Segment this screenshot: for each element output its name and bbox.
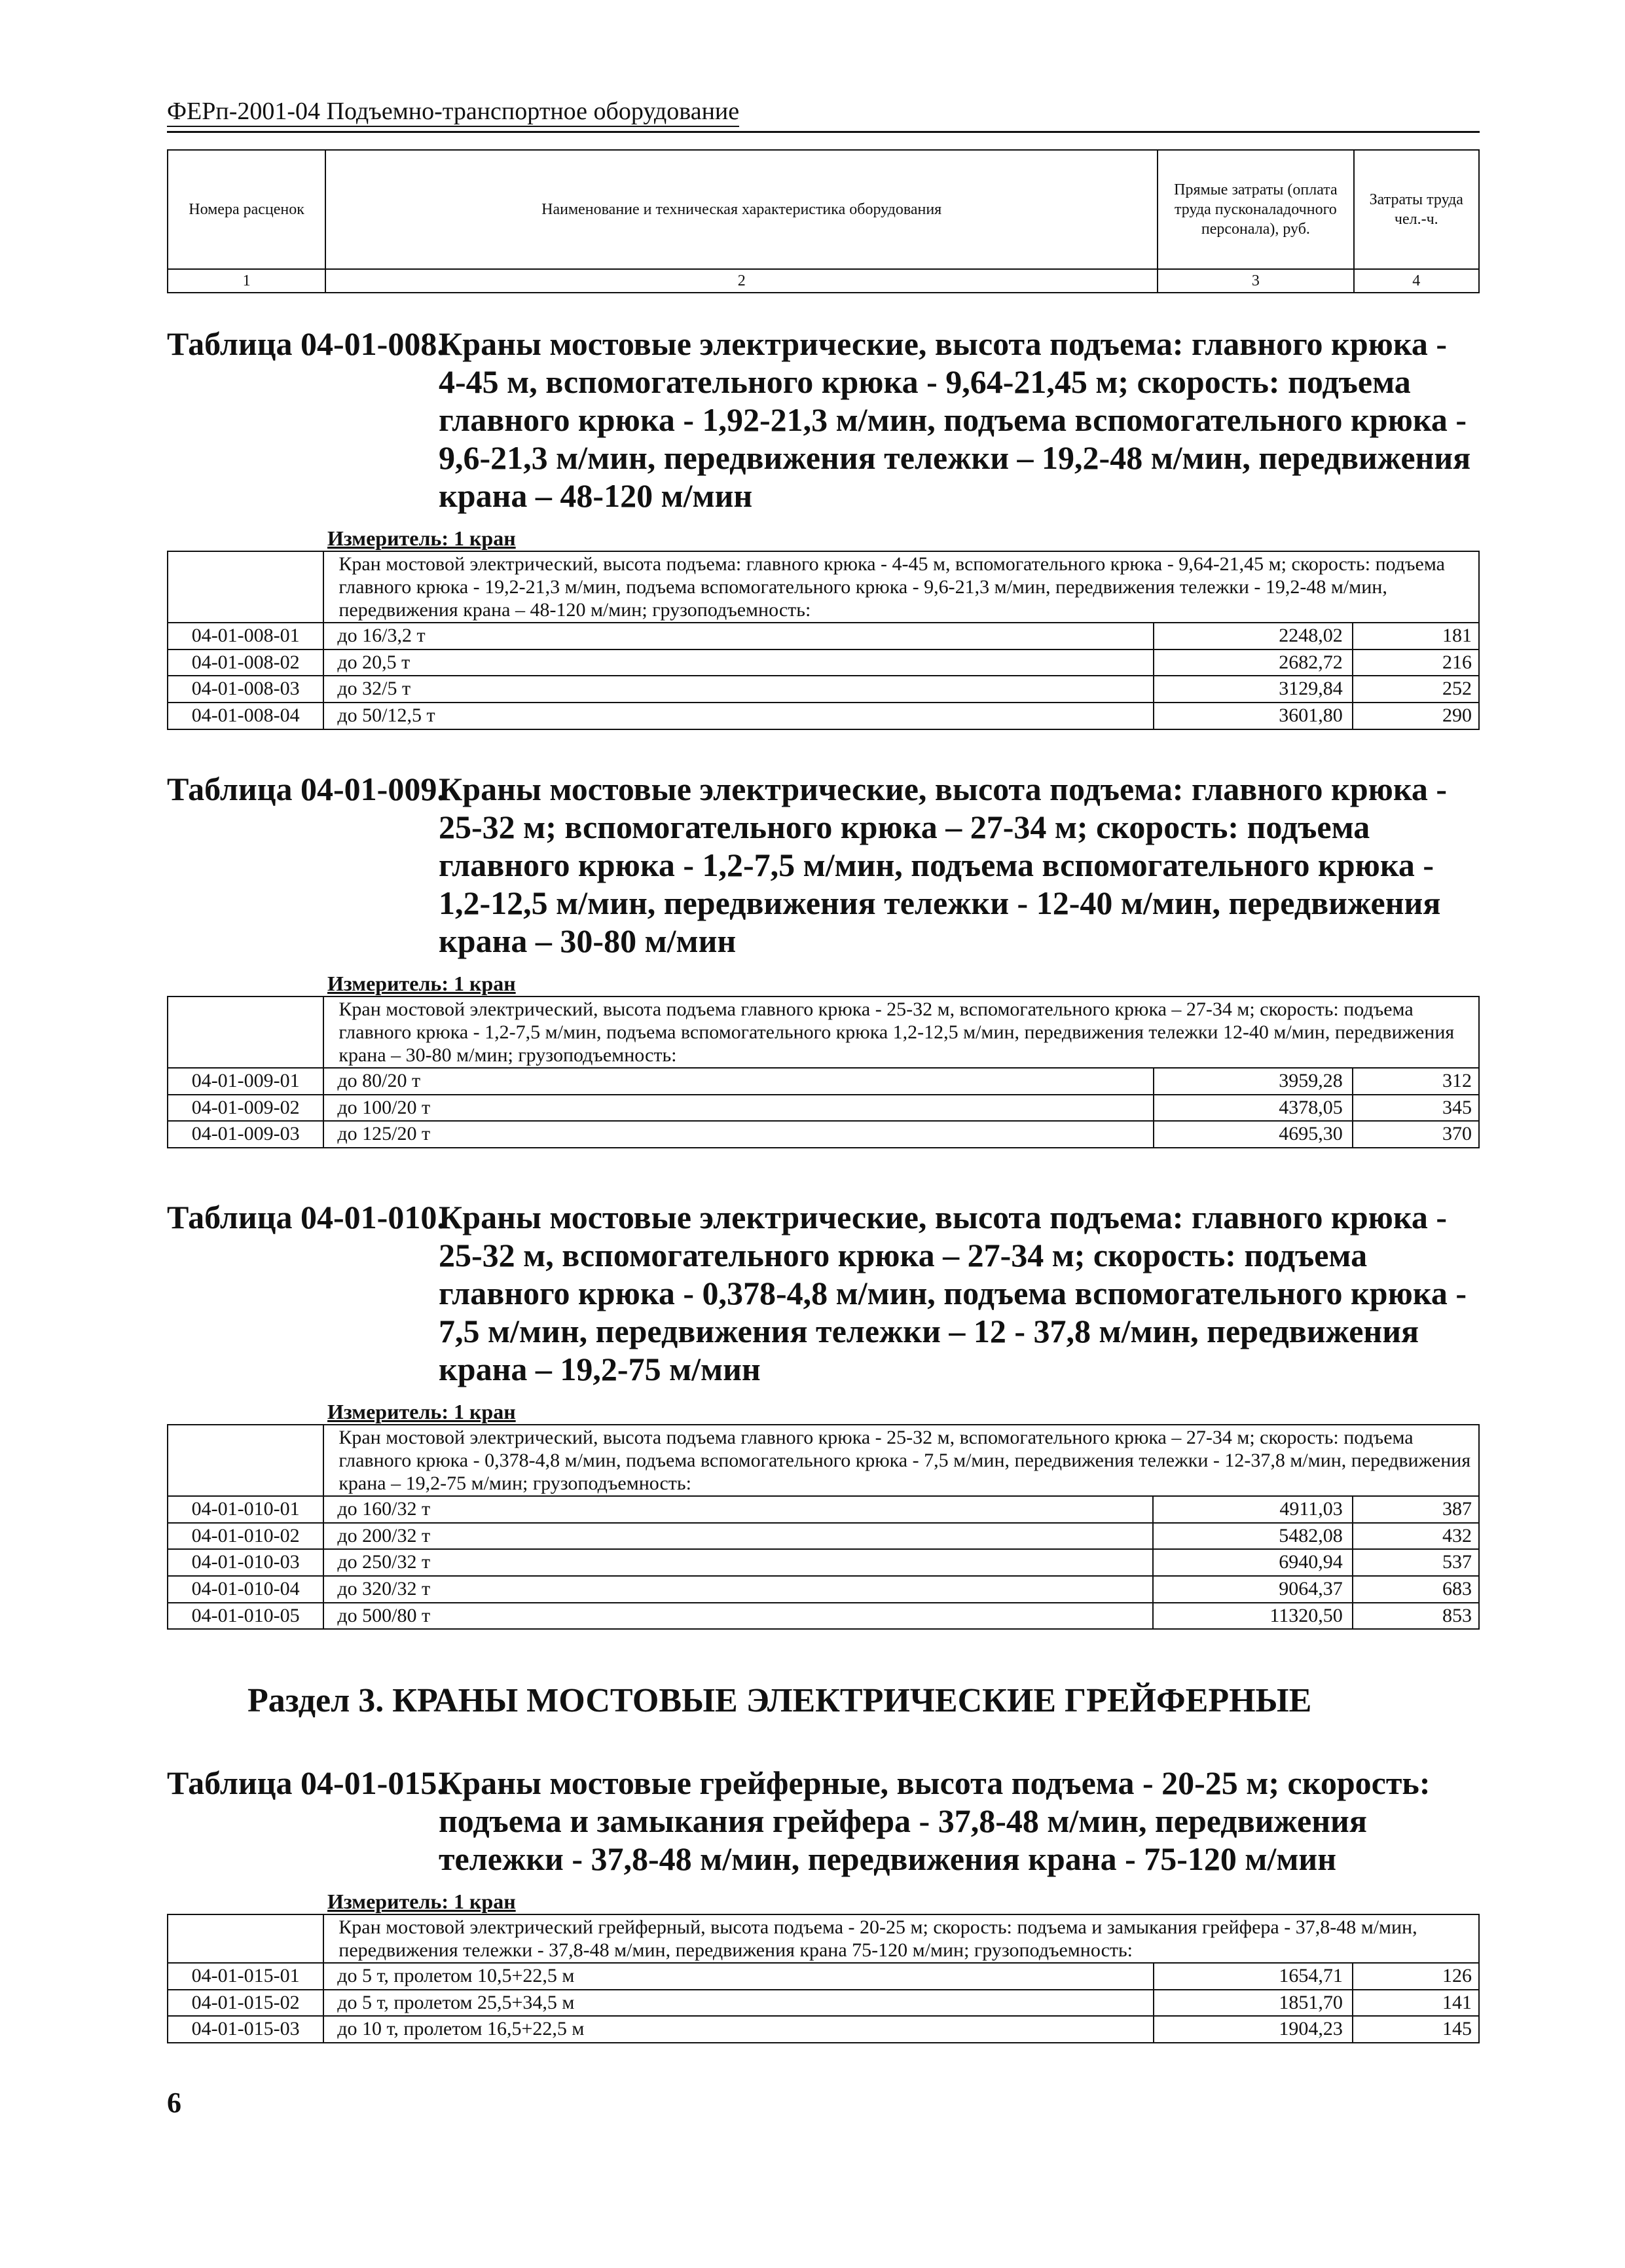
section-heading: Раздел 3. КРАНЫ МОСТОВЫЕ ЭЛЕКТРИЧЕСКИЕ ГРЕЙФЕРНЫЕ <box>247 1682 1312 1719</box>
rate-name: до 200/32 т <box>323 1523 1153 1550</box>
header-num-2: 2 <box>325 269 1158 293</box>
rate-name: до 50/12,5 т <box>323 703 1153 729</box>
table-row <box>168 1121 1479 1148</box>
table-section-009 <box>167 770 1480 1148</box>
table-row <box>168 676 1479 703</box>
rate-cost: 4695,30 <box>1154 1121 1353 1148</box>
table-title <box>167 1198 1480 1388</box>
rate-code: 04-01-010-05 <box>168 1603 323 1630</box>
table-row <box>168 649 1479 676</box>
table-number: Таблица 04-01-010. <box>167 1199 445 1235</box>
rate-code: 04-01-015-03 <box>168 2016 323 2043</box>
rate-name: до 10 т, пролетом 16,5+22,5 м <box>323 2016 1154 2043</box>
price-table <box>167 1914 1480 2043</box>
header-col-name: Наименование и техническая характеристика оборудования <box>325 150 1158 269</box>
running-head-text: ФЕРп-2001-04 Подъемно-транспортное оборудование <box>167 97 739 127</box>
equipment-description: Кран мостовой электрический, высота подъема главного крюка - 25-32 м, вспомогательного крюка – 27-34 м; скорость: подъема главного крюка - 1,2-7,5 м/мин, подъема вспомогательного крюка 1,2-12,5 м/мин, передвижения тележки 12-40 м/мин, передвижения крана – 30-80 м/мин; грузоподъемность: <box>323 997 1479 1068</box>
rate-code: 04-01-008-02 <box>168 649 323 676</box>
rate-labor: 370 <box>1353 1121 1479 1148</box>
rate-name: до 5 т, пролетом 25,5+34,5 м <box>323 1990 1154 2017</box>
rate-cost: 4378,05 <box>1154 1095 1353 1122</box>
rate-code: 04-01-010-03 <box>168 1549 323 1576</box>
rate-cost: 1904,23 <box>1154 2016 1353 2043</box>
header-num-3: 3 <box>1158 269 1353 293</box>
rate-labor: 345 <box>1353 1095 1479 1122</box>
rate-code: 04-01-008-03 <box>168 676 323 703</box>
price-table <box>167 551 1480 730</box>
rate-cost: 1654,71 <box>1154 1963 1353 1990</box>
table-title <box>167 770 1480 960</box>
table-row <box>168 1990 1479 2017</box>
page-number: 6 <box>167 2087 181 2119</box>
rate-cost: 6940,94 <box>1153 1549 1352 1576</box>
desc-spacer <box>168 1914 323 1963</box>
rate-labor: 312 <box>1353 1068 1479 1095</box>
header-num-1: 1 <box>168 269 325 293</box>
table-row <box>168 623 1479 649</box>
rate-cost: 3959,28 <box>1154 1068 1353 1095</box>
table-number: Таблица 04-01-008. <box>167 325 445 362</box>
rate-code: 04-01-008-01 <box>168 623 323 649</box>
equipment-description: Кран мостовой электрический, высота подъема главного крюка - 25-32 м, вспомогательного крюка – 27-34 м; скорость: подъема главного крюка - 0,378-4,8 м/мин, подъема вспомогательного крюка - 7,5 м/мин, передвижения тележки - 12-37,8 м/мин, передвижения крана – 19,2-75 м/мин; грузоподъемность: <box>323 1425 1479 1496</box>
rate-labor: 853 <box>1353 1603 1479 1630</box>
table-row <box>168 1963 1479 1990</box>
rate-name: до 80/20 т <box>323 1068 1153 1095</box>
table-row <box>168 1603 1479 1630</box>
rate-labor: 141 <box>1353 1990 1479 2017</box>
rate-cost: 5482,08 <box>1153 1523 1352 1550</box>
rate-name: до 20,5 т <box>323 649 1153 676</box>
running-head <box>167 97 1480 133</box>
table-name: Краны мостовые электрические, высота подъема: главного крюка - 25-32 м; вспомогательного крюка – 27-34 м; скорость: подъема главного крюка - 1,2-7,5 м/мин, подъема вспомогательного крюка - 1,2-12,5 м/мин, передвижения тележки - 12-40 м/мин, передвижения крана – 30-80 м/мин <box>439 771 1448 959</box>
desc-spacer <box>168 1425 323 1496</box>
rate-code: 04-01-009-02 <box>168 1095 323 1122</box>
rate-name: до 125/20 т <box>323 1121 1153 1148</box>
rate-code: 04-01-010-01 <box>168 1496 323 1523</box>
table-row <box>168 1549 1479 1576</box>
desc-spacer <box>168 551 323 623</box>
table-row <box>168 1095 1479 1122</box>
rate-labor: 537 <box>1353 1549 1479 1576</box>
rate-name: до 250/32 т <box>323 1549 1153 1576</box>
rate-code: 04-01-008-04 <box>168 703 323 729</box>
rate-name: до 320/32 т <box>323 1576 1153 1603</box>
rate-code: 04-01-015-01 <box>168 1963 323 1990</box>
rate-labor: 181 <box>1353 623 1479 649</box>
rate-cost: 2248,02 <box>1154 623 1353 649</box>
table-name: Краны мостовые грейферные, высота подъема - 20-25 м; скорость: подъема и замыкания грейфера - 37,8-48 м/мин, передвижения тележки - 37,8-48 м/мин, передвижения крана - 75-120 м/мин <box>439 1765 1431 1877</box>
header-col-labor: Затраты труда чел.-ч. <box>1354 150 1479 269</box>
table-row <box>168 703 1479 729</box>
table-section-008 <box>167 325 1480 730</box>
price-table <box>167 1424 1480 1630</box>
desc-spacer <box>168 997 323 1068</box>
measure-unit: Измеритель: 1 кран <box>327 526 516 550</box>
table-section-010 <box>167 1198 1480 1630</box>
rate-cost: 9064,37 <box>1153 1576 1352 1603</box>
rate-code: 04-01-010-04 <box>168 1576 323 1603</box>
rate-labor: 252 <box>1353 676 1479 703</box>
rate-labor: 683 <box>1353 1576 1479 1603</box>
equipment-description: Кран мостовой электрический, высота подъема: главного крюка - 4-45 м, вспомогательного крюка - 9,64-21,45 м; скорость: подъема главного крюка - 19,2-21,3 м/мин, подъема вспомогательного крюка - 9,6-21,3 м/мин, передвижения тележки - 19,2-48 м/мин, передвижения крана – 48-120 м/мин; грузоподъемность: <box>323 551 1479 623</box>
rate-cost: 11320,50 <box>1153 1603 1352 1630</box>
table-title <box>167 1764 1480 1878</box>
rate-code: 04-01-009-03 <box>168 1121 323 1148</box>
header-col-cost: Прямые затраты (оплата труда пусконаладочного персонала), руб. <box>1158 150 1353 269</box>
rate-name: до 500/80 т <box>323 1603 1153 1630</box>
table-row <box>168 1576 1479 1603</box>
rate-name: до 100/20 т <box>323 1095 1153 1122</box>
column-header-table <box>167 149 1480 293</box>
measure-unit: Измеритель: 1 кран <box>327 972 516 995</box>
rate-name: до 5 т, пролетом 10,5+22,5 м <box>323 1963 1154 1990</box>
rate-labor: 126 <box>1353 1963 1479 1990</box>
header-col-codes: Номера расценок <box>168 150 325 269</box>
table-number: Таблица 04-01-015. <box>167 1765 445 1801</box>
rate-labor: 387 <box>1353 1496 1479 1523</box>
rate-code: 04-01-010-02 <box>168 1523 323 1550</box>
table-row <box>168 1496 1479 1523</box>
table-section-015 <box>167 1764 1480 2043</box>
table-row <box>168 1523 1479 1550</box>
rate-name: до 32/5 т <box>323 676 1153 703</box>
table-name: Краны мостовые электрические, высота подъема: главного крюка - 4-45 м, вспомогательного крюка - 9,64-21,45 м; скорость: подъема главного крюка - 1,92-21,3 м/мин, подъема вспомогательного крюка - 9,6-21,3 м/мин, передвижения тележки – 19,2-48 м/мин, передвижения крана – 48-120 м/мин <box>439 325 1471 514</box>
equipment-description: Кран мостовой электрический грейферный, высота подъема - 20-25 м; скорость: подъема и замыкания грейфера - 37,8-48 м/мин, передвижения тележки - 37,8-48 м/мин, передвижения крана 75-120 м/мин; грузоподъемность: <box>323 1914 1479 1963</box>
measure-unit: Измеритель: 1 кран <box>327 1400 516 1423</box>
rate-labor: 145 <box>1353 2016 1479 2043</box>
rate-cost: 1851,70 <box>1154 1990 1353 2017</box>
rate-cost: 3601,80 <box>1154 703 1353 729</box>
table-number: Таблица 04-01-009. <box>167 771 445 807</box>
measure-unit: Измеритель: 1 кран <box>327 1890 516 1913</box>
price-table <box>167 996 1480 1148</box>
rate-labor: 216 <box>1353 649 1479 676</box>
table-title <box>167 325 1480 515</box>
rate-labor: 432 <box>1353 1523 1479 1550</box>
table-name: Краны мостовые электрические, высота подъема: главного крюка - 25-32 м, вспомогательного крюка – 27-34 м; скорость: подъема главного крюка - 0,378-4,8 м/мин, подъема вспомогательного крюка - 7,5 м/мин, передвижения тележки – 12 - 37,8 м/мин, передвижения крана – 19,2-75 м/мин <box>439 1199 1467 1387</box>
rate-cost: 2682,72 <box>1154 649 1353 676</box>
table-row <box>168 1068 1479 1095</box>
rate-name: до 16/3,2 т <box>323 623 1153 649</box>
rate-cost: 4911,03 <box>1153 1496 1352 1523</box>
rate-name: до 160/32 т <box>323 1496 1153 1523</box>
header-num-4: 4 <box>1354 269 1479 293</box>
rate-code: 04-01-009-01 <box>168 1068 323 1095</box>
table-row <box>168 2016 1479 2043</box>
rate-labor: 290 <box>1353 703 1479 729</box>
rate-code: 04-01-015-02 <box>168 1990 323 2017</box>
rate-cost: 3129,84 <box>1154 676 1353 703</box>
